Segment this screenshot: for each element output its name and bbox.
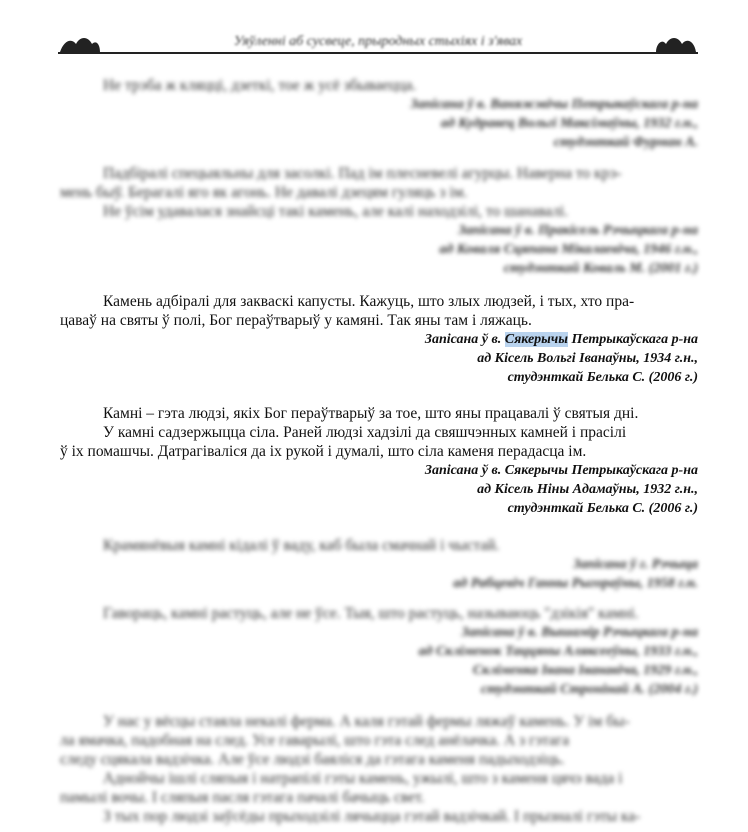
header-rule — [58, 52, 698, 54]
entry-text-line: мень быў. Берагалі яго як агонь. Не давалі дзецям гуляць з ім. — [60, 184, 468, 201]
entry-text-line: Крамянёвыя камні кідалі ў ваду, каб была смачнай і чыстай. — [103, 537, 500, 554]
entry-source-line: ад Коваля Сцяпана Мікалаевіча, 1946 г.н., — [439, 242, 698, 257]
entry-text-line: ў іх помашчы. Датрагіваліся да іх рукой і думалі, што сіла каменя перадасца ім. — [60, 443, 587, 460]
source-rest: Петрыкаўскага р-на — [567, 332, 698, 347]
entry-text-line: Камні – гэта людзі, якіх Бог пераўтварыў за тое, што яны працавалі ў святыя дні. — [103, 405, 639, 422]
entry-source-line: ад Рабцевіч Ганны Рыгораўны, 1958 г.н. — [453, 576, 698, 591]
entry-text-line: З тых пор людзі заўсёды прыходзілі лячыцца гэтай вадзічкай. І прызналі гэты ка- — [103, 808, 641, 825]
entry-source-line: студэнткай Стронінай А. (2004 г.) — [481, 682, 698, 697]
entry-source-line: Запісана ў г. Рэчыца — [573, 557, 698, 572]
entry-source-line: Скліменка Івана Іванавіча, 1929 г.н., — [472, 663, 698, 678]
source-prefix: Запісана ў в. — [424, 332, 505, 347]
entry-source-line: студэнткай Белька С. (2006 г.) — [507, 370, 698, 385]
entry-4 — [103, 536, 698, 593]
entry-1 — [60, 164, 698, 278]
entry-2 — [60, 292, 698, 387]
entry-text-line: Не ўсім удавалася знайсці такі камень, але калі находзілі, то шанавалі. — [103, 203, 569, 220]
entry-source-line: студэнткай Коваль М. (2001 г.) — [503, 261, 698, 276]
page-header — [58, 30, 698, 60]
entry-source-line: студэнткай Фурман А. — [553, 135, 698, 150]
entry-6 — [60, 712, 698, 826]
entry-source-line: Запісана ў в. Сякерычы Петрыкаўскага р-на — [424, 463, 698, 478]
entry-source-line: ад Кудравец Вольгі Максімаўны, 1932 г.н., — [440, 116, 698, 131]
entry-text-line: У нас у вёсцы стаяла некалі ферма. А каля гэтай фермы ляжаў камень. У ім бы- — [103, 713, 630, 730]
entry-text-line: Аднойчы ішлі сляпыя і натрапілі гэты камень, ужылі, што з каменя цячэ вада і — [103, 770, 623, 787]
running-title: Уяўленні аб сусвеце, прыродных стыхіях і з'явах — [233, 34, 523, 49]
entry-source-line: Запісана ў в. Вышамір Рэчыцкага р-на — [461, 625, 698, 640]
entry-source-line — [103, 330, 698, 349]
entry-source-line: студэнткай Белька С. (2006 г.) — [507, 501, 698, 516]
entry-source-line: Запісана ў в. Ваняжэвічы Петрыкаўскага р-на — [410, 97, 698, 112]
entry-source-line: Запісана ў в. Пракісель Рэчыцкага р-на — [458, 223, 698, 238]
entry-text-line: У камні садзержыцца сіла. Раней людзі хадзілі да свяшчэнных камней і прасілі — [103, 424, 627, 441]
entry-source-line: ад Кісель Ніны Адамаўны, 1932 г.н., — [477, 482, 698, 497]
entry-text-line: Камень адбіралі для заквaскі капусты. Кажуць, што злых людзей, і тых, хто пра- — [103, 293, 635, 310]
highlighted-village-name[interactable]: Сякерычы — [504, 332, 568, 347]
entry-text-line: Не трэба ж кляцці, дзеткі, тое ж усё збываецца. — [103, 77, 417, 94]
entry-text-line: Падбіралі спецыяльны для засолкі. Пад ім плесневелі агурцы. Наверна то крэ- — [103, 165, 622, 182]
entry-text-line: следу сцякала вадзічка. Але ўсе людзі баяліся да гэтага каменя падыходзіць. — [60, 751, 565, 768]
entry-source-line: ад Кісель Вольгі Іванаўны, 1934 г.н., — [477, 351, 698, 366]
entry-source-line: ад Скліменок Таццяны Аляксееўны, 1933 г.н., — [418, 644, 698, 659]
entry-text-line: цаваў на святы ў полі, Бог пераўтварыў у камяні. Так яны там і ляжаць. — [60, 312, 532, 329]
entry-text-line: ла ямачка, падобная на след. Усе гаварылі, што гэта след анёлачка. А з гэтага — [60, 732, 570, 749]
entry-text-line: памылі вочы. І сляпыя пасля гэтага пачалі бачыць свет. — [60, 789, 425, 806]
entry-text-line: Гавораць, камні растуць, але не ўсе. Тыя, што растуць, называюць "дзікія" камні. — [103, 605, 639, 622]
entry-0 — [103, 76, 698, 152]
entry-3 — [60, 404, 698, 518]
entry-5 — [103, 604, 698, 699]
